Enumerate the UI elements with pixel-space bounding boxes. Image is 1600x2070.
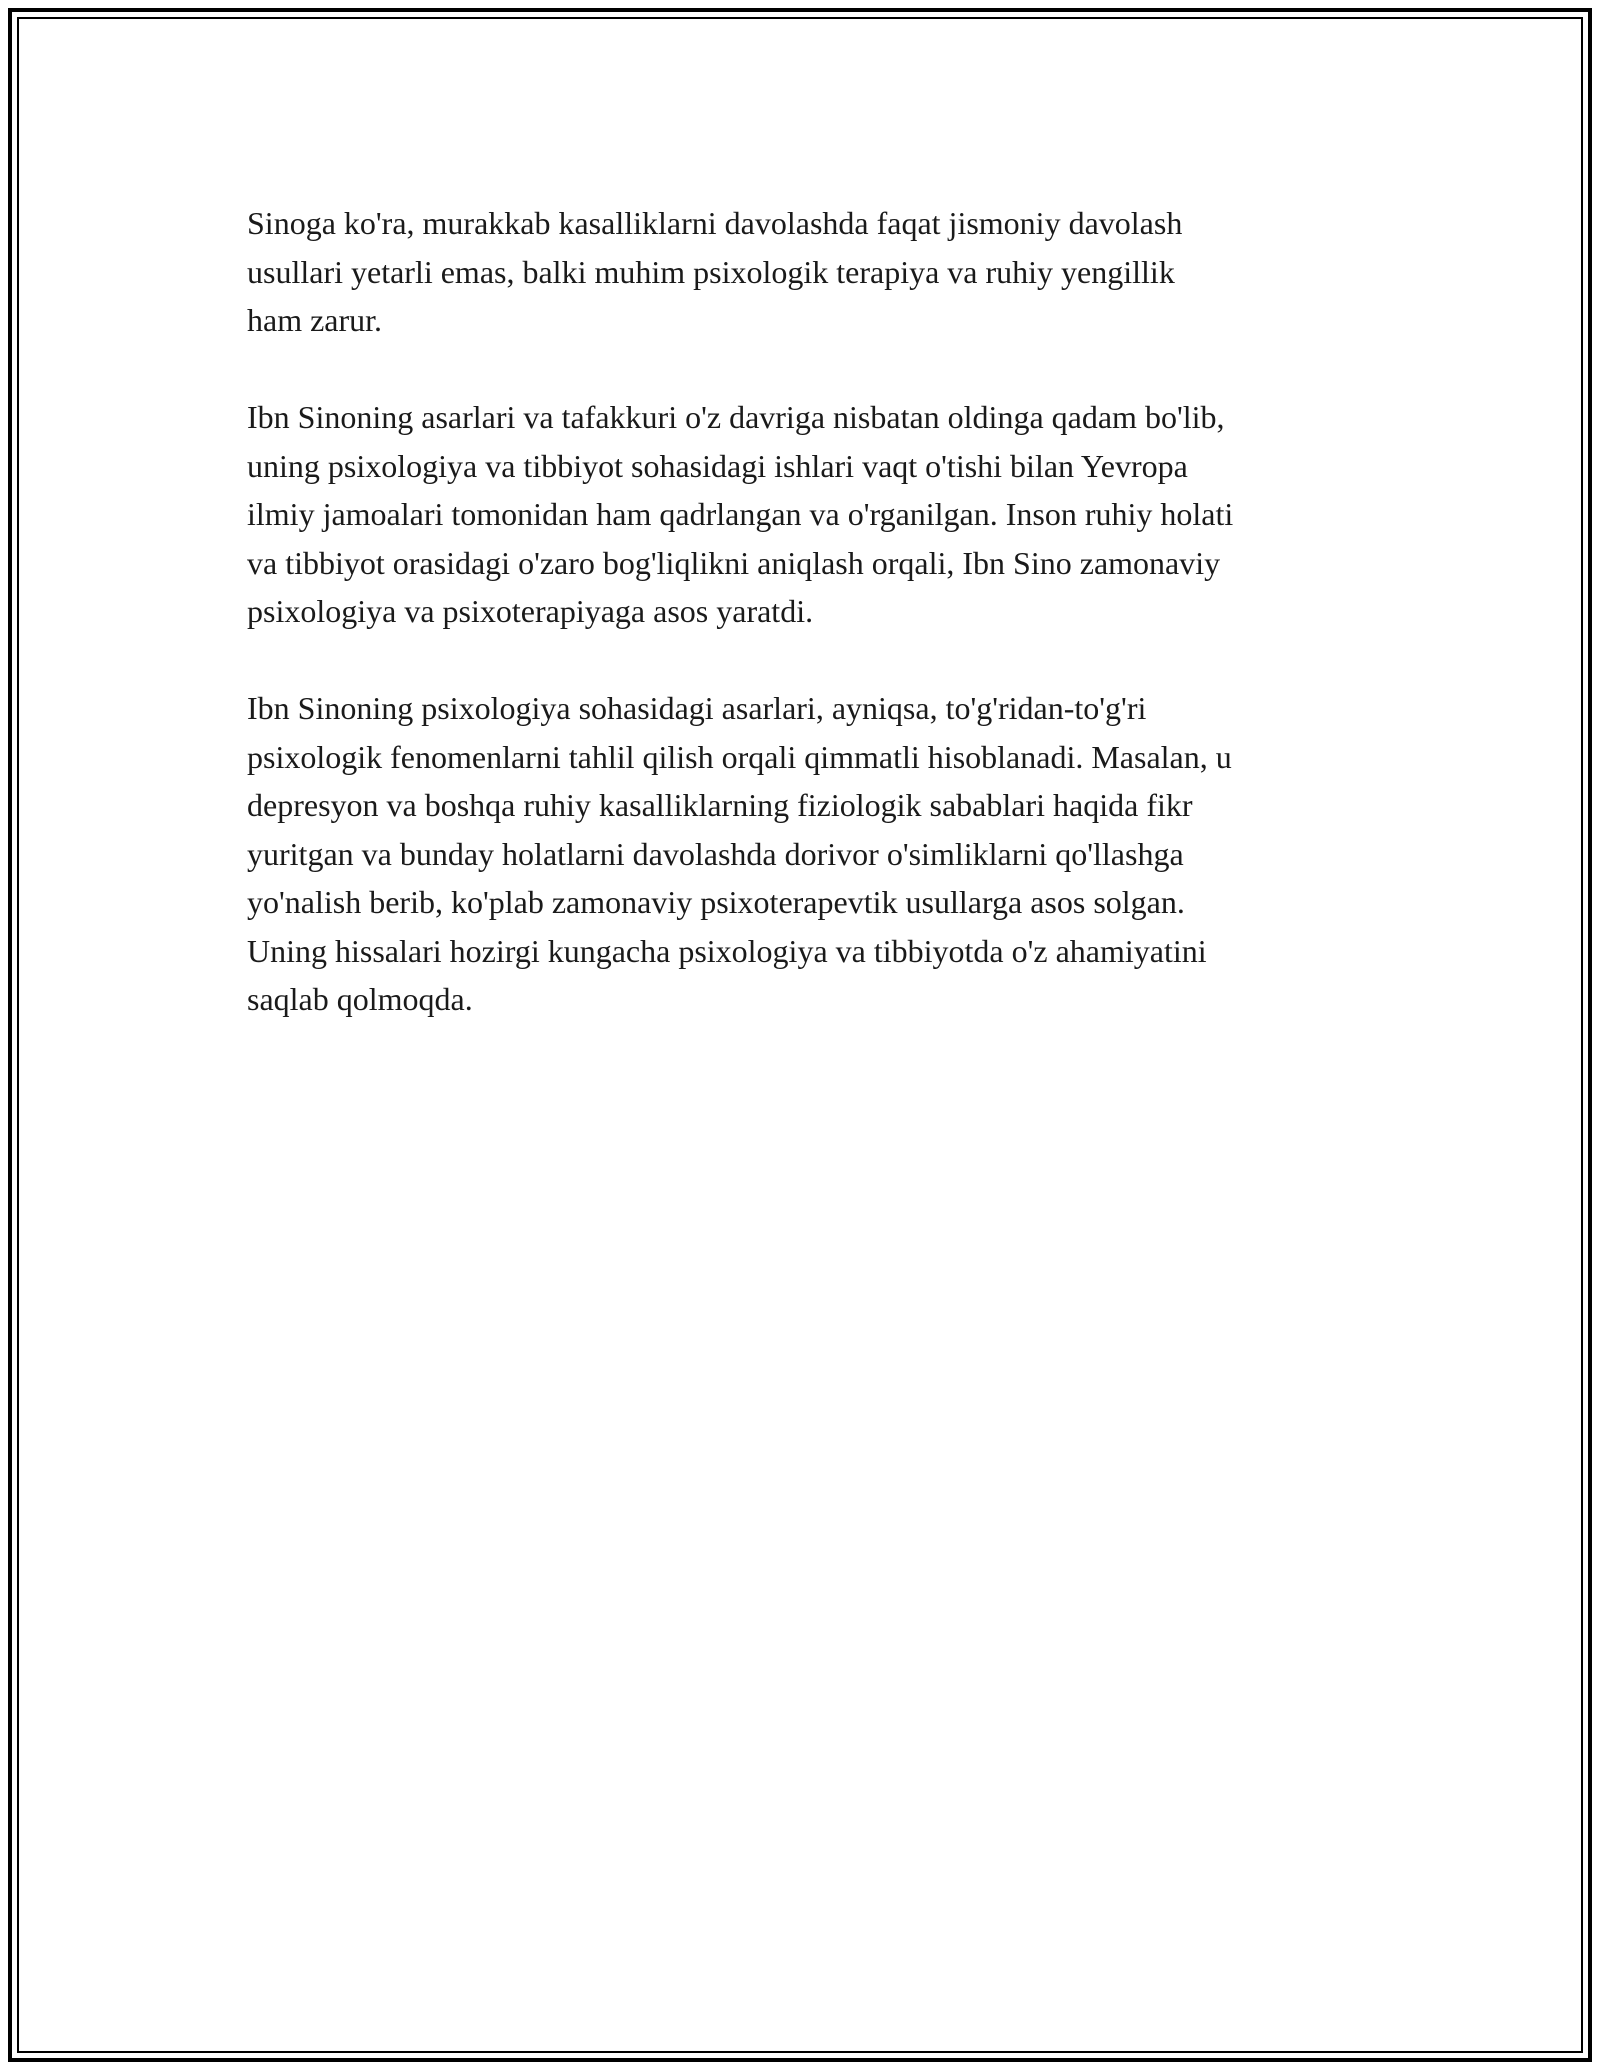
- paragraph-line: usullari yetarli emas, balki muhim psixologik terapiya va ruhiy yengillik: [247, 253, 1175, 290]
- paragraph-line: psixologiya va psixoterapiyaga asos yaratdi.: [247, 593, 814, 629]
- paragraph-line: Uning hissalari hozirgi kungacha psixologiya va tibbiyotda o'z ahamiyatini: [247, 932, 1207, 969]
- page-border: [8, 8, 1592, 2062]
- paragraph-line: ham zarur.: [247, 302, 383, 338]
- document-body: [247, 199, 1397, 1024]
- paragraph-line: Ibn Sinoning asarlari va tafakkuri o'z davriga nisbatan oldinga qadam bo'lib,: [247, 399, 1225, 435]
- paragraph-1: [247, 199, 1397, 345]
- paragraph-line: ilmiy jamoalari tomonidan ham qadrlangan va o'rganilgan. Inson ruhiy holati: [247, 496, 1234, 532]
- paragraph-line: psixologik fenomenlarni tahlil qilish orqali qimmatli hisoblanadi. Masalan, u: [247, 738, 1232, 775]
- paragraph-2: [247, 393, 1397, 636]
- paragraph-line: Ibn Sinoning psixologiya sohasidagi asarlari, ayniqsa, to'g'ridan-to'g'ri: [247, 690, 1147, 726]
- paragraph-line: yuritgan va bunday holatlarni davolashda dorivor o'simliklarni qo'llashga: [247, 835, 1184, 872]
- paragraph-line: saqlab qolmoqda.: [247, 981, 473, 1017]
- paragraph-line: uning psixologiya va tibbiyot sohasidagi ishlari vaqt o'tishi bilan Yevropa: [247, 447, 1188, 484]
- paragraph-line: va tibbiyot orasidagi o'zaro bog'liqlikni aniqlash orqali, Ibn Sino zamonaviy: [247, 544, 1221, 581]
- paragraph-line: depresyon va boshqa ruhiy kasalliklarning fiziologik sabablari haqida fikr: [247, 787, 1193, 823]
- paragraph-line: yo'nalish berib, ko'plab zamonaviy psixoterapevtik usullarga asos solgan.: [247, 884, 1185, 920]
- paragraph-3: [247, 684, 1397, 1024]
- paragraph-line: Sinoga ko'ra, murakkab kasalliklarni davolashda faqat jismoniy davolash: [247, 205, 1183, 241]
